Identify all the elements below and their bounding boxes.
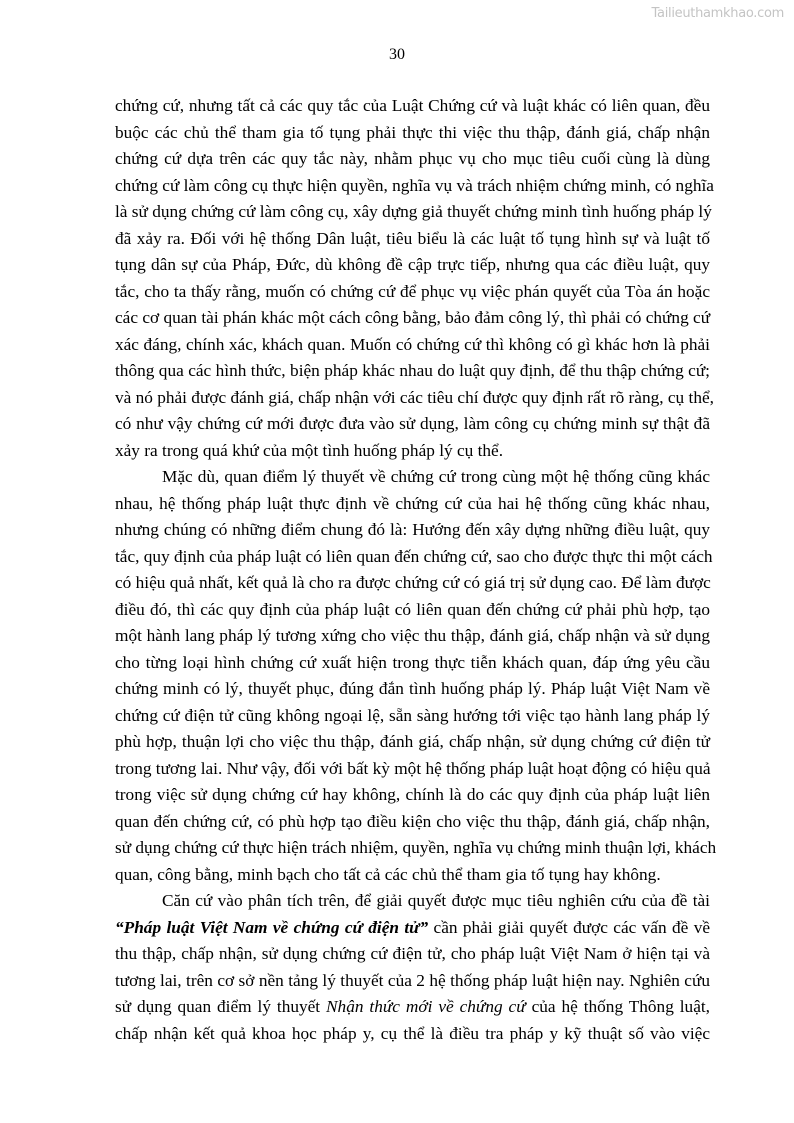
text-line: Mặc dù, quan điểm lý thuyết về chứng cứ trong cùng một hệ thống cũng khác	[162, 467, 710, 486]
text-line: chứng minh có lý, thuyết phục, đúng đắn tình huống pháp lý. Pháp luật Việt Nam về	[115, 679, 710, 698]
text-line: trong việc sử dụng chứng cứ hay không, chính là do các quy định của pháp luật liên	[115, 785, 710, 804]
text-line: chấp nhận kết quả khoa học pháp y, cụ thể là điều tra pháp y kỹ thuật số vào việc	[115, 1023, 710, 1043]
text-line: phù hợp, thuận lợi cho việc thu thập, đánh giá, chấp nhận, sử dụng chứng cứ điện tử	[115, 732, 710, 751]
document-body	[115, 93, 717, 1047]
page-number: 30	[389, 46, 405, 63]
text-line: thông qua các hình thức, biện pháp khác nhau do luật quy định, để thu thập chứng cứ;	[115, 361, 710, 380]
text-line: đã xảy ra. Đối với hệ thống Dân luật, tiêu biểu là các luật tố tụng hình sự và luật tố	[115, 228, 710, 248]
text-line: chứng cứ, nhưng tất cả các quy tắc của Luật Chứng cứ và luật khác có liên quan, đều	[115, 96, 710, 115]
text-line: Căn cứ vào phân tích trên, để giải quyết được mục tiêu nghiên cứu của đề tài	[162, 891, 710, 910]
text-line: thu thập, chấp nhận, sử dụng chứng cứ điện tử, cho pháp luật Việt Nam ở hiện tại và	[115, 944, 710, 963]
thesis-title: “Pháp luật Việt Nam về chứng cứ điện tử”	[115, 917, 429, 937]
text-line: xảy ra trong quá khứ của một tình huống pháp lý cụ thể.	[115, 440, 504, 460]
text-line: chứng cứ điện tử cũng không ngoại lệ, sẵn sàng hướng tới việc tạo hành lang pháp lý	[115, 705, 710, 725]
text-line: có hiệu quả nhất, kết quả là cho ra được chứng cứ có giá trị sử dụng cao. Để làm được	[115, 573, 711, 592]
text-line: buộc các chủ thể tham gia tố tụng phải thực thi việc thu thập, đánh giá, chấp nhận	[115, 122, 710, 142]
theory-name: Nhận thức mới về chứng cứ	[326, 997, 526, 1016]
text-line: có như vậy chứng cứ mới được đưa vào sử dụng, làm công cụ chứng minh sự thật đã	[115, 414, 710, 433]
text-line: chứng cứ làm công cụ thực hiện quyền, nghĩa vụ và trách nhiệm chứng minh, có nghĩa	[115, 175, 714, 195]
text-line: quan, công bằng, minh bạch cho tất cả các chủ thể tham gia tố tụng hay không.	[115, 864, 661, 884]
text-line: quan đến chứng cứ, có phù hợp tạo điều kiện cho việc thu thập, đánh giá, chấp nhận,	[115, 811, 710, 831]
text-line: xác đáng, chính xác, khách quan. Muốn có chứng cứ thì không có gì khác hơn là phải	[115, 334, 710, 354]
text-line: cho từng loại hình chứng cứ xuất hiện trong thực tiễn khách quan, đáp ứng yêu cầu	[115, 652, 710, 672]
text-line: chứng cứ dựa trên các quy tắc này, nhằm phục vụ cho mục tiêu cuối cùng là dùng	[115, 149, 710, 168]
text-line: các cơ quan tài phán khác một cách công bằng, bảo đảm công lý, thì phải có chứng cứ	[115, 308, 711, 327]
text-line: và nó phải được đánh giá, chấp nhận với các tiêu chí được quy định rất rõ ràng, cụ thể,	[115, 387, 714, 407]
text-line: sử dụng chứng cứ thực hiện trách nhiệm, quyền, nghĩa vụ chứng minh thuận lợi, khách	[115, 838, 717, 857]
text-line: nhưng chúng có những điểm chung đó là: Hướng đến xây dựng những điều luật, quy	[115, 520, 710, 539]
text-line: tương lai, trên cơ sở nền tảng lý thuyết của 2 hệ thống pháp luật hiện nay. Nghiên cứu	[115, 970, 710, 990]
text-line: tụng dân sự của Pháp, Đức, dù không đề cập trực tiếp, nhưng qua các điều luật, quy	[115, 255, 710, 274]
paragraph-1	[115, 93, 714, 464]
watermark: Tailieuthamkhao.com	[651, 6, 784, 21]
text-line	[115, 994, 710, 1021]
text-line: tắc, quy định của pháp luật có liên quan đến chứng cứ, sao cho được thực thi một cách	[115, 546, 713, 566]
text-line: là sử dụng chứng cứ làm công cụ, xây dựng giả thuyết chứng minh tình huống pháp lý	[115, 202, 712, 221]
text-line: một hành lang pháp lý tương xứng cho việc thu thập, đánh giá, chấp nhận và sử dụng	[115, 626, 710, 645]
paragraph-2	[115, 464, 717, 888]
text-line	[115, 915, 710, 942]
paragraph-3	[115, 888, 710, 1047]
text-line: tắc, cho ta thấy rằng, muốn có chứng cứ để phục vụ việc phán quyết của Tòa án hoặc	[115, 281, 710, 301]
text-line: điều đó, thì các quy định của pháp luật có liên quan đến chứng cứ phải phù hợp, tạo	[115, 599, 710, 619]
text-run: sử dụng quan điểm lý thuyết	[115, 997, 327, 1016]
text-run: cần phải giải quyết được các vấn đề về	[428, 917, 711, 937]
text-run: của hệ thống Thông luật,	[525, 997, 710, 1016]
text-line: trong tương lai. Như vậy, đối với bất kỳ một hệ thống pháp luật hoạt động có hiệu quả	[115, 758, 711, 778]
text-line: nhau, hệ thống pháp luật thực định về chứng cứ của hai hệ thống cũng khác nhau,	[115, 493, 710, 513]
